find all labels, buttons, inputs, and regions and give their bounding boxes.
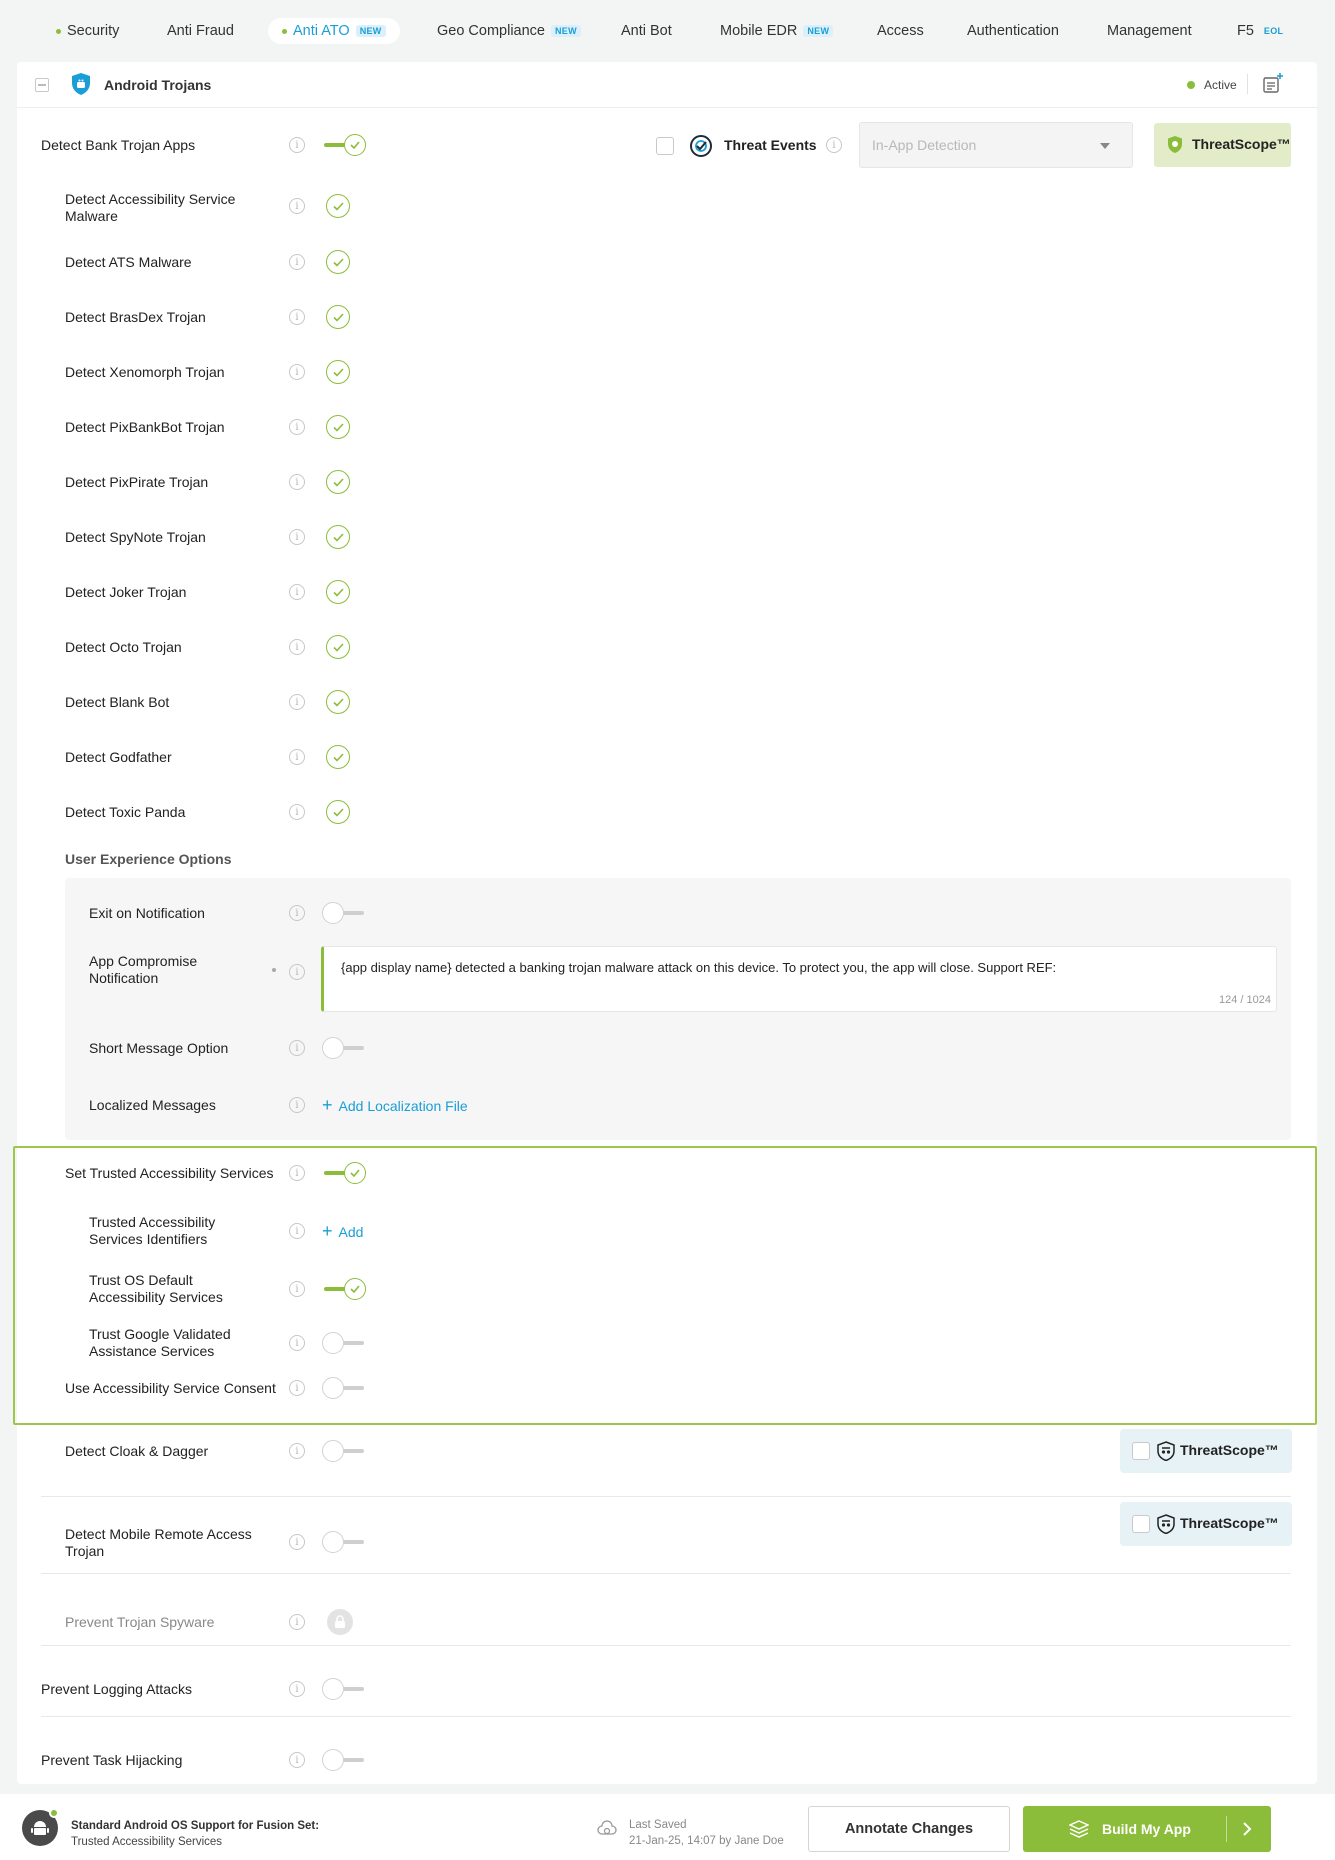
info-icon[interactable]: i [289,1752,305,1768]
divider [1247,74,1248,94]
notification-message-textarea[interactable] [321,946,1277,1012]
info-icon[interactable]: i [289,1614,305,1630]
exit-on-notification-label: Exit on Notification [89,905,205,921]
plus-icon: + [322,1221,333,1241]
threatscope-button[interactable] [1154,123,1291,167]
tab-anti-fraud[interactable]: Anti Fraud [167,23,234,39]
add-note-icon[interactable] [1262,72,1284,94]
threat-events-checkbox[interactable] [656,137,674,155]
cloak-dagger-toggle[interactable] [320,1438,368,1464]
check-icon [333,368,344,377]
info-icon[interactable]: i [289,905,305,921]
divider [41,1645,1291,1646]
lock-icon [327,1609,353,1635]
check-icon [333,313,344,322]
detect-bank-trojan-label: Detect Bank Trojan Apps [41,137,196,153]
new-badge: NEW [803,25,833,37]
check-icon [350,1169,360,1177]
saved-info: 21-Jan-25, 14:07 by Jane Doe [629,1835,784,1847]
threatscope-checkbox[interactable] [1132,1515,1150,1533]
threatscope-option[interactable] [1120,1429,1292,1473]
check-icon [333,202,344,211]
add-identifier-button[interactable]: + Add [322,1221,364,1241]
tab-geo-compliance[interactable]: Geo Compliance NEW [437,18,581,44]
shield-icon [1167,135,1183,154]
build-icon [1069,1820,1089,1838]
trojan-label: Detect Accessibility Service Malware [65,191,236,224]
logging-attacks-toggle[interactable] [320,1676,368,1702]
info-icon[interactable]: i [289,1223,305,1239]
tab-access[interactable]: Access [877,23,924,39]
short-message-label: Short Message Option [89,1040,229,1056]
tab-authentication[interactable]: Authentication [967,23,1059,39]
checked-checkbox[interactable] [326,580,350,604]
check-icon [333,643,344,652]
info-icon[interactable]: i [289,1281,305,1297]
trojan-label: Detect Octo Trojan [65,639,182,655]
divider [1226,1816,1227,1842]
eol-badge: EOL [1263,26,1284,36]
trojan-label: Detect Joker Trojan [65,584,187,600]
cloak-dagger-label: Detect Cloak & Dagger [65,1443,209,1459]
trojan-label: Detect ATS Malware [65,254,192,270]
trojan-label: Detect Xenomorph Trojan [65,364,225,380]
info-icon[interactable]: i [289,419,305,435]
check-icon [350,1285,360,1293]
add-localization-button[interactable]: + Add Localization File [322,1095,468,1115]
trust-google-label: Trust Google Validated Assistance Services [89,1326,231,1359]
trojan-label: Detect Toxic Panda [65,804,186,820]
trust-os-default-label: Trust OS Default Accessibility Services [89,1272,223,1305]
info-icon[interactable]: i [289,1681,305,1697]
section-title: Android Trojans [104,77,212,93]
check-icon [333,258,344,267]
tab-mobile-edr[interactable]: Mobile EDR NEW [720,18,833,44]
support-subtitle: Trusted Accessibility Services [71,1836,223,1848]
message-text: {app display name} detected a banking trojan malware attack on this device. To protect you, the app will close. Support REF: [341,960,1057,975]
info-icon[interactable]: i [289,639,305,655]
threatscope-checkbox[interactable] [1132,1442,1150,1460]
threatscope-label: ThreatScope™ [1180,1515,1279,1531]
check-icon [333,478,344,487]
trojan-label: Detect PixPirate Trojan [65,474,209,490]
collapse-icon[interactable] [35,78,49,92]
check-icon [333,423,344,432]
info-icon[interactable]: i [289,1380,305,1396]
trojan-label: Detect Blank Bot [65,694,170,710]
support-title: Standard Android OS Support for Fusion Set: [71,1820,320,1832]
plus-icon: + [322,1095,333,1115]
tab-anti-ato[interactable]: Anti ATO NEW [268,18,400,44]
info-icon[interactable]: i [289,1443,305,1459]
task-hijacking-label: Prevent Task Hijacking [41,1752,183,1768]
info-icon[interactable]: i [289,804,305,820]
status-dot [49,1808,59,1818]
threatscope-option[interactable] [1120,1502,1292,1546]
info-icon[interactable]: i [289,529,305,545]
last-saved-label: Last Saved [629,1819,687,1831]
threatscope-label: ThreatScope™ [1192,136,1291,152]
status-label: Active [1204,78,1237,92]
trojan-label: Detect PixBankBot Trojan [65,419,225,435]
short-message-toggle[interactable] [320,1035,368,1061]
check-icon [333,698,344,707]
set-trusted-label: Set Trusted Accessibility Services [65,1165,274,1181]
info-icon[interactable]: i [289,964,305,980]
cloud-sync-icon [597,1820,617,1838]
rat-toggle[interactable] [320,1529,368,1555]
char-counter: 124 / 1024 [1219,994,1271,1006]
shield-spy-icon [1157,1441,1175,1461]
consent-label: Use Accessibility Service Consent [65,1380,276,1396]
exit-on-notification-toggle[interactable] [320,900,368,926]
info-icon[interactable]: i [289,364,305,380]
checked-checkbox[interactable] [326,305,350,329]
consent-toggle[interactable] [320,1375,368,1401]
tab-security[interactable]: Security [56,18,119,44]
set-trusted-toggle[interactable] [320,1160,368,1186]
task-hijacking-toggle[interactable] [320,1747,368,1773]
check-icon [350,141,360,149]
trojan-label: Detect SpyNote Trojan [65,529,206,545]
status-dot [56,29,61,34]
threatscope-label: ThreatScope™ [1180,1442,1279,1458]
checked-checkbox[interactable] [326,800,350,824]
trojan-spyware-label: Prevent Trojan Spyware [65,1614,215,1630]
info-icon[interactable]: i [289,1097,305,1113]
checked-checkbox[interactable] [326,194,350,218]
check-icon [333,808,344,817]
section-header [17,62,1317,108]
check-icon [333,533,344,542]
app-compromise-label: App Compromise Notification [89,953,198,986]
info-icon[interactable]: i [826,137,842,153]
info-icon[interactable]: i [289,694,305,710]
threat-events-icon [689,134,713,158]
top-nav [0,0,1335,62]
trust-os-default-toggle[interactable] [320,1276,368,1302]
new-badge: NEW [356,25,386,37]
check-icon [333,753,344,762]
info-icon[interactable]: i [289,137,305,153]
info-icon[interactable]: i [289,309,305,325]
threat-events-label: Threat Events [724,137,817,153]
shield-spy-icon [1157,1514,1175,1534]
info-icon[interactable]: i [289,198,305,214]
tab-management[interactable]: Management [1107,23,1192,39]
active-status-dot [1187,81,1195,89]
checked-checkbox[interactable] [326,360,350,384]
checked-checkbox[interactable] [326,415,350,439]
select-placeholder: In-App Detection [872,137,977,153]
build-label: Build My App [1102,1821,1191,1837]
footer-bar [0,1794,1335,1860]
tab-anti-bot[interactable]: Anti Bot [621,23,672,39]
detect-bank-trojan-toggle[interactable] [320,132,368,158]
tab-f5[interactable]: F5 EOL [1237,18,1287,44]
required-dot [272,968,276,972]
status-dot [282,29,287,34]
info-icon[interactable]: i [289,254,305,270]
divider [41,1716,1291,1717]
chevron-down-icon [1100,143,1110,149]
trojan-label: Detect BrasDex Trojan [65,309,206,325]
checked-checkbox[interactable] [326,635,350,659]
info-icon[interactable]: i [289,1040,305,1056]
logging-attacks-label: Prevent Logging Attacks [41,1681,192,1697]
rat-label: Detect Mobile Remote Access Trojan [65,1526,252,1559]
localized-messages-label: Localized Messages [89,1097,216,1113]
info-icon[interactable]: i [289,749,305,765]
trusted-identifiers-label: Trusted Accessibility Services Identifiers [89,1214,216,1247]
info-icon[interactable]: i [289,474,305,490]
checked-checkbox[interactable] [326,690,350,714]
ux-options-heading: User Experience Options [65,851,232,867]
checked-checkbox[interactable] [326,470,350,494]
info-icon[interactable]: i [289,584,305,600]
trojan-label: Detect Godfather [65,749,172,765]
checked-checkbox[interactable] [326,745,350,769]
detection-mode-select[interactable] [859,122,1133,168]
divider [41,1496,1291,1497]
trust-google-toggle[interactable] [320,1330,368,1356]
new-badge: NEW [551,25,581,37]
divider [41,1573,1291,1574]
check-icon [333,588,344,597]
android-trojans-card [17,62,1317,1784]
build-my-app-button[interactable] [1023,1806,1271,1852]
checked-checkbox[interactable] [326,250,350,274]
info-icon[interactable]: i [289,1335,305,1351]
info-icon[interactable]: i [289,1534,305,1550]
shield-android-icon [70,72,92,96]
annotate-changes-button[interactable]: Annotate Changes [808,1806,1010,1852]
checked-checkbox[interactable] [326,525,350,549]
chevron-right-icon [1242,1822,1252,1836]
info-icon[interactable]: i [289,1165,305,1181]
